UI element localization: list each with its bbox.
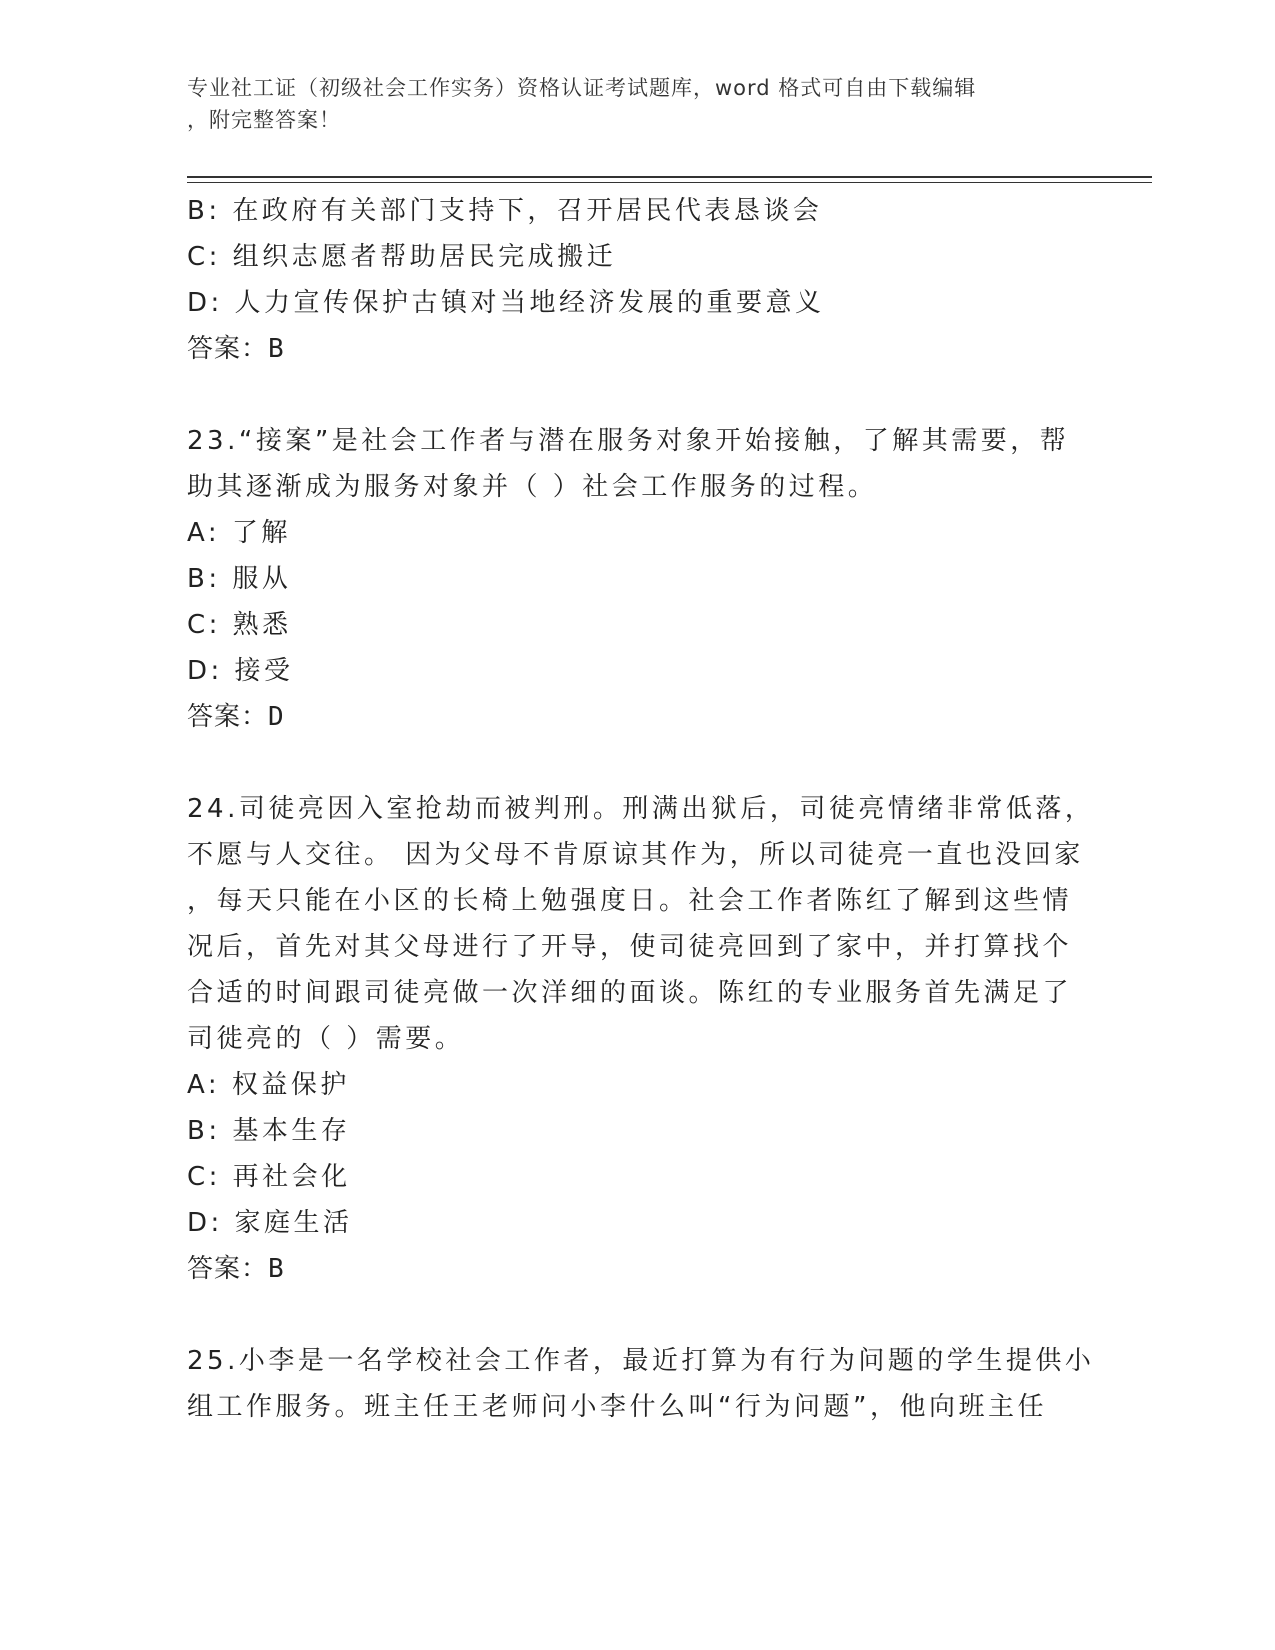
option-d: D: 家庭生活 [187,1208,353,1238]
answer-label: 答案： [187,702,269,732]
option-c: C: 再社会化 [187,1162,351,1192]
option-d: D: 接受 [187,656,294,686]
option-a: A: 权益保护 [187,1070,350,1100]
option-b: B: 在政府有关部门支持下，召开居民代表恳谈会 [187,196,823,226]
header-divider-thin [187,182,1152,183]
question-stem-line: 组工作服务。班主任王老师问小李什么叫“行为问题”，他向班主任 [187,1392,1047,1422]
answer [187,1246,1087,1292]
header-divider-thick [187,176,1152,178]
question-stem-line: 况后，首先对其父母进行了开导，使司徒亮回到了家中，并打算找个 [187,932,1073,962]
option-d: D: 人力宣传保护古镇对当地经济发展的重要意义 [187,288,825,318]
question-22 [187,188,1087,372]
answer [187,694,1087,740]
question-stem-line: 23.“接案”是社会工作者与潜在服务对象开始接触，了解其需要，帮 [187,426,1070,456]
question-stem-line: 助其逐渐成为服务对象并（ ）社会工作服务的过程。 [187,472,878,502]
answer-value: D [268,702,285,732]
question-stem-line: 不愿与人交往。 因为父母不肯原谅其作为，所以司徒亮一直也没回家 [187,840,1084,870]
document-header [187,72,1087,136]
answer-value: B [268,334,285,364]
question-stem-line: 合适的时间跟司徒亮做一次洋细的面谈。陈红的专业服务首先满足了 [187,978,1073,1008]
question-stem-line: ，每天只能在小区的长椅上勉强度日。社会工作者陈红了解到这些情 [187,886,1073,916]
option-c: C: 组织志愿者帮助居民完成搬迁 [187,242,617,272]
question-25 [187,1338,1095,1430]
question-stem-line: 24.司徒亮因入室抢劫而被判刑。刑满出狱后，司徒亮情绪非常低落， [187,794,1095,824]
question-stem-line: 司徙亮的（ ）需要。 [187,1024,465,1054]
question-stem-line: 25.小李是一名学校社会工作者，最近打算为有行为问题的学生提供小 [187,1346,1095,1376]
question-23 [187,418,1087,740]
document-body [187,188,1095,1430]
answer-label: 答案： [187,334,269,364]
option-a: A: 了解 [187,518,291,548]
header-line-1: 专业社工证（初级社会工作实务）资格认证考试题库，word 格式可自由下载编辑 [187,76,977,100]
option-b: B: 基本生存 [187,1116,351,1146]
option-c: C: 熟悉 [187,610,292,640]
answer-label: 答案： [187,1254,269,1284]
answer-value: B [268,1254,285,1284]
header-line-2: ，附完整答案！ [187,108,341,132]
answer [187,326,1087,372]
option-b: B: 服从 [187,564,292,594]
question-24 [187,786,1095,1292]
